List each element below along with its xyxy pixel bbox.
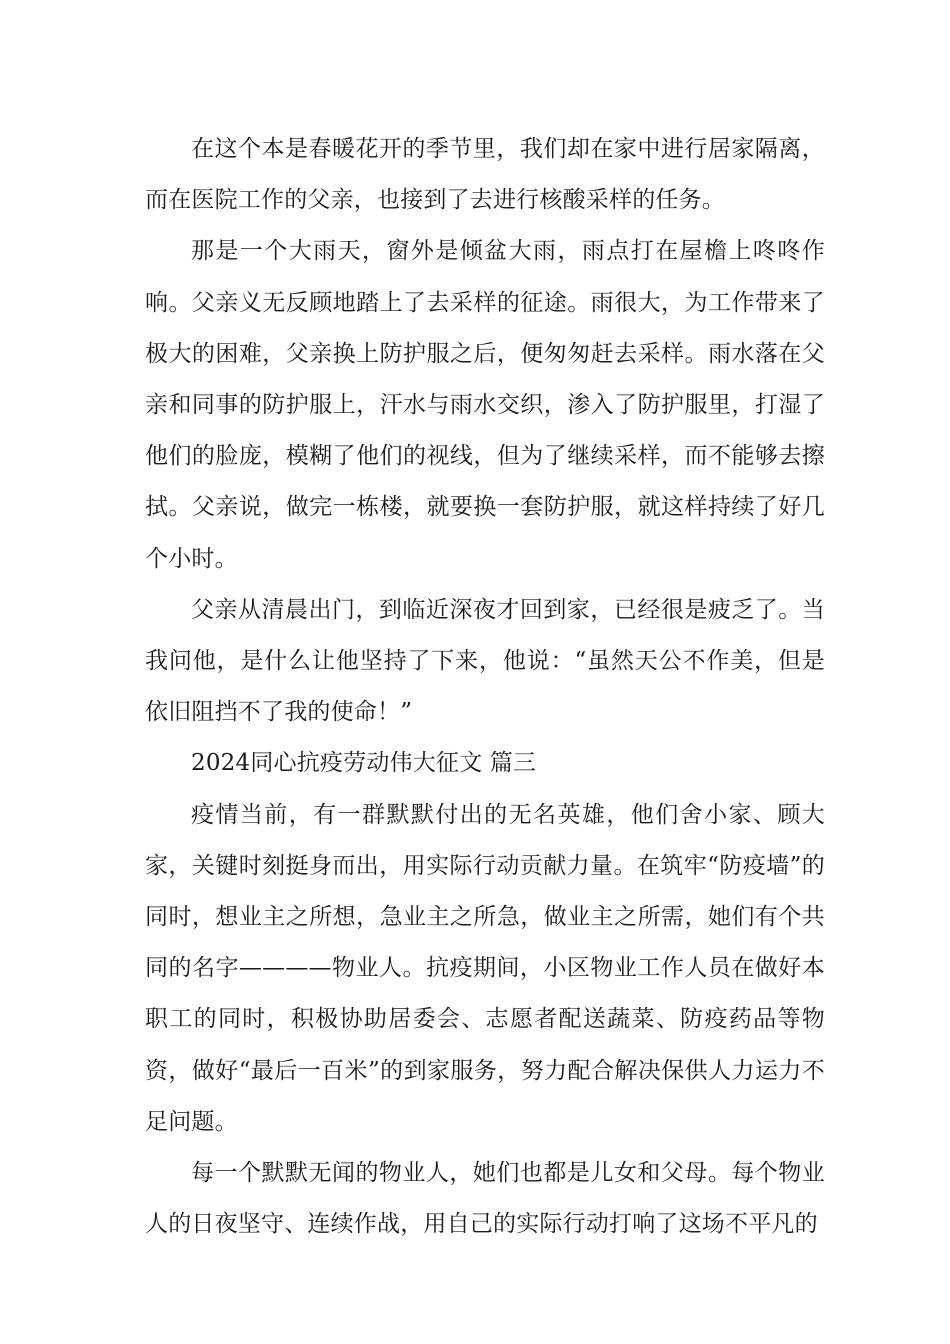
paragraph-1: 在这个本是春暖花开的季节里，我们却在家中进行居家隔离，而在医院工作的父亲，也接到了去进行核酸采样的任务。 [145,136,825,214]
section-heading: 2024同心抗疫劳动伟大征文 篇三 [191,750,537,777]
document-body [145,124,825,1250]
paragraph-5: 疫情当前，有一群默默付出的无名英雄，他们舍小家、顾大家，关键时刻挺身而出，用实际行动贡献力量。在筑牢“防疫墙”的同时，想业主之所想，急业主之所急，做业主之所需，她们有个共同的名字————物业人。抗疫期间，小区物业工作人员在做好本职工的同时，积极协助居委会、志愿者配送蔬菜、防疫药品等物资，做好“最后一百米”的到家服务，努力配合解决保供人力运力不足问题。 [145,801,825,1135]
paragraph-6: 每一个默默无闻的物业人，她们也都是儿女和父母。每个物业人的日夜坚守、连续作战，用自己的实际行动打响了这场不平凡的 [145,1160,825,1238]
paragraph-2: 那是一个大雨天，窗外是倾盆大雨，雨点打在屋檐上咚咚作响。父亲义无反顾地踏上了去采样的征途。雨很大，为工作带来了极大的困难，父亲换上防护服之后，便匆匆赶去采样。雨水落在父亲和同事的防护服上，汗水与雨水交织，渗入了防护服里，打湿了他们的脸庞，模糊了他们的视线，但为了继续采样，而不能够去擦拭。父亲说，做完一栋楼，就要换一套防护服，就这样持续了好几个小时。 [145,238,825,572]
paragraph-3: 父亲从清晨出门，到临近深夜才回到家，已经很是疲乏了。当我问他，是什么让他坚持了下来，他说：“虽然天公不作美，但是依旧阻挡不了我的使命！” [145,596,825,726]
